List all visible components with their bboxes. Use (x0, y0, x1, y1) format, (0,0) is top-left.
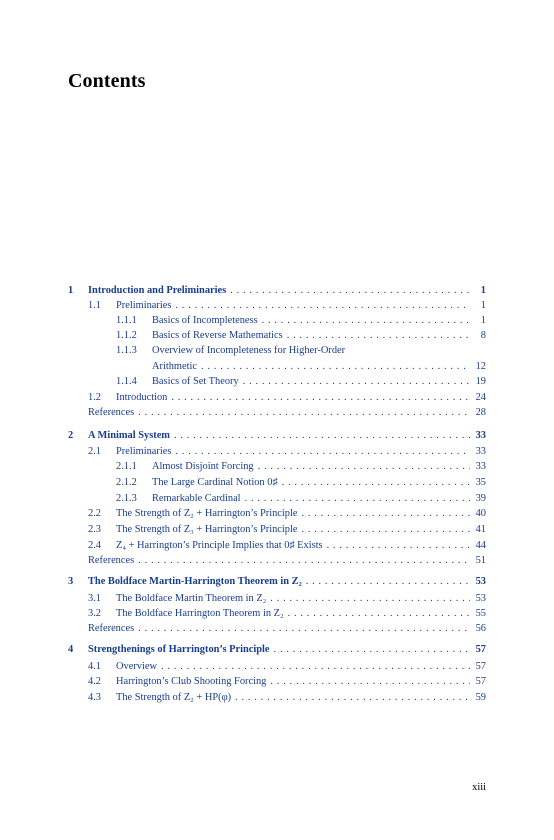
toc-references-entry[interactable] (0, 405, 554, 421)
toc-entry-page: 40 (475, 508, 486, 519)
toc-entry-number: 2.4 (88, 540, 101, 551)
toc-entry-number: 1.1.2 (116, 330, 137, 341)
toc-section-entry[interactable] (0, 475, 554, 491)
toc-entry-page: 8 (480, 330, 486, 341)
toc-entry-number: 2.3 (88, 524, 101, 535)
toc-entry-title: The Boldface Harrington Theorem in Z₂ (116, 608, 284, 619)
toc-section-entry[interactable] (0, 359, 554, 375)
toc-leader-dots (174, 428, 470, 444)
toc-entry-title: The Large Cardinal Notion 0♯ (152, 477, 278, 488)
toc-entry-number: 4.3 (88, 692, 101, 703)
toc-entry-page: 41 (475, 524, 486, 535)
toc-entry-number: 2.1.3 (116, 493, 137, 504)
toc-entry-title: The Boldface Martin-Harrington Theorem in Z₂ (88, 576, 302, 587)
toc-entry-number: 3 (68, 576, 74, 587)
toc-entry-title: Basics of Set Theory (152, 376, 239, 387)
toc-entry-page: 19 (475, 376, 486, 387)
toc-entry-title: Almost Disjoint Forcing (152, 461, 254, 472)
toc-section-entry[interactable] (0, 491, 554, 507)
toc-section-entry[interactable] (0, 328, 554, 344)
toc-entry-page: 59 (475, 692, 486, 703)
toc-entry-title: The Strength of Z₃ + Harrington’s Principle (116, 524, 298, 535)
toc-leader-dots (230, 283, 470, 299)
toc-entry-page: 44 (475, 540, 486, 551)
toc-entry-page: 35 (475, 477, 486, 488)
toc-entry-title: Harrington’s Club Shooting Forcing (116, 676, 267, 687)
toc-entry-page: 57 (475, 644, 486, 655)
toc-section-entry[interactable] (0, 374, 554, 390)
toc-leader-dots (287, 328, 470, 344)
toc-entry-page: 55 (475, 608, 486, 619)
toc-leader-dots (201, 359, 470, 375)
toc-entry-page: 33 (475, 446, 486, 457)
toc-entry-page: 24 (475, 392, 486, 403)
page-number: xiii (472, 782, 486, 793)
toc-entry-page: 1 (480, 315, 486, 326)
toc-entry-number: 4.1 (88, 661, 101, 672)
toc-entry-page: 56 (475, 623, 486, 634)
toc-entry-page: 28 (475, 407, 486, 418)
toc-entry-number: 4 (68, 644, 74, 655)
toc-entry-page: 53 (475, 593, 486, 604)
toc-entry-page: 57 (475, 676, 486, 687)
toc-entry-title: Remarkable Cardinal (152, 493, 241, 504)
toc-entry-page: 33 (475, 461, 486, 472)
toc-entry-page: 51 (475, 555, 486, 566)
toc-leader-dots (282, 475, 470, 491)
page-title: Contents (68, 70, 146, 92)
toc-entry-title: Preliminaries (116, 446, 172, 457)
toc-entry-title: Basics of Reverse Mathematics (152, 330, 283, 341)
toc-entry-number: 3.2 (88, 608, 101, 619)
toc-entry-page: 39 (475, 493, 486, 504)
toc-section-entry[interactable] (0, 313, 554, 329)
toc-entry-title: The Strength of Z₂ + Harrington’s Principle (116, 508, 298, 519)
toc-leader-dots (175, 298, 470, 314)
toc-entry-number: 3.1 (88, 593, 101, 604)
toc-chapter-entry[interactable] (0, 428, 554, 444)
toc-leader-dots (270, 591, 470, 607)
toc-section-entry[interactable] (0, 538, 554, 554)
toc-chapter-entry[interactable] (0, 283, 554, 299)
toc-entry-title: References (88, 407, 135, 418)
toc-entry-title: The Boldface Martin Theorem in Z₂ (116, 593, 267, 604)
toc-leader-dots (306, 574, 470, 590)
toc-entry-number: 2.1.2 (116, 477, 137, 488)
toc-leader-dots (175, 444, 470, 460)
toc-section-entry[interactable] (0, 522, 554, 538)
toc-entry-title: Preliminaries (116, 300, 172, 311)
toc-entry-number: 1.1.1 (116, 315, 137, 326)
toc-chapter-entry[interactable] (0, 642, 554, 658)
toc-entry-title: Z₄ + Harrington’s Principle Implies that 0♯ Exists (116, 540, 323, 551)
toc-leader-dots (138, 621, 470, 637)
toc-chapter-entry[interactable] (0, 574, 554, 590)
toc-section-entry[interactable] (0, 459, 554, 475)
toc-section-entry[interactable] (0, 298, 554, 314)
toc-section-entry[interactable] (0, 690, 554, 706)
toc-leader-dots (171, 390, 470, 406)
toc-entry-title: Overview of Incompleteness for Higher-Order (152, 345, 346, 356)
toc-entry-page: 53 (475, 576, 486, 587)
toc-section-entry[interactable] (0, 343, 554, 359)
toc-section-entry[interactable] (0, 606, 554, 622)
toc-entry-number: 1.2 (88, 392, 101, 403)
toc-entry-number: 2 (68, 430, 74, 441)
toc-leader-dots (327, 538, 470, 554)
toc-leader-dots (138, 553, 470, 569)
toc-leader-dots (138, 405, 470, 421)
toc-leader-dots (245, 491, 470, 507)
toc-entry-number: 1.1 (88, 300, 101, 311)
toc-section-entry[interactable] (0, 591, 554, 607)
toc-entry-number: 1 (68, 285, 74, 296)
toc-entry-title: Arithmetic (152, 361, 198, 372)
toc-leader-dots (161, 659, 470, 675)
toc-entry-page: 57 (475, 661, 486, 672)
toc-entry-title: References (88, 623, 135, 634)
toc-leader-dots (258, 459, 470, 475)
toc-entry-number: 1.1.4 (116, 376, 137, 387)
toc-leader-dots (301, 506, 470, 522)
toc-entry-title: Introduction (116, 392, 168, 403)
toc-leader-dots (243, 374, 470, 390)
toc-leader-dots (274, 642, 470, 658)
toc-entry-title: References (88, 555, 135, 566)
toc-section-entry[interactable] (0, 674, 554, 690)
toc-entry-title: Overview (116, 661, 157, 672)
toc-entry-page: 12 (475, 361, 486, 372)
toc-section-entry[interactable] (0, 390, 554, 406)
toc-leader-dots (301, 522, 470, 538)
toc-entry-title: Introduction and Preliminaries (88, 285, 227, 296)
toc-leader-dots (288, 606, 470, 622)
toc-references-entry[interactable] (0, 553, 554, 569)
toc-section-entry[interactable] (0, 659, 554, 675)
toc-entry-page: 33 (475, 430, 486, 441)
toc-entry-page: 1 (480, 300, 486, 311)
toc-entry-title: Basics of Incompleteness (152, 315, 258, 326)
toc-entry-number: 2.2 (88, 508, 101, 519)
toc-entry-page: 1 (480, 285, 486, 296)
toc-entry-title: A Minimal System (88, 430, 170, 441)
toc-leader-dots (262, 313, 470, 329)
toc-section-entry[interactable] (0, 444, 554, 460)
toc-entry-number: 4.2 (88, 676, 101, 687)
toc-entry-title: Strengthenings of Harrington’s Principle (88, 644, 270, 655)
toc-entry-number: 1.1.3 (116, 345, 137, 356)
toc-references-entry[interactable] (0, 621, 554, 637)
toc-section-entry[interactable] (0, 506, 554, 522)
toc-entry-number: 2.1 (88, 446, 101, 457)
toc-leader-dots (235, 690, 470, 706)
toc-leader-dots (270, 674, 470, 690)
toc-entry-number: 2.1.1 (116, 461, 137, 472)
toc-entry-title: The Strength of Z₂ + HP(φ) (116, 692, 232, 703)
